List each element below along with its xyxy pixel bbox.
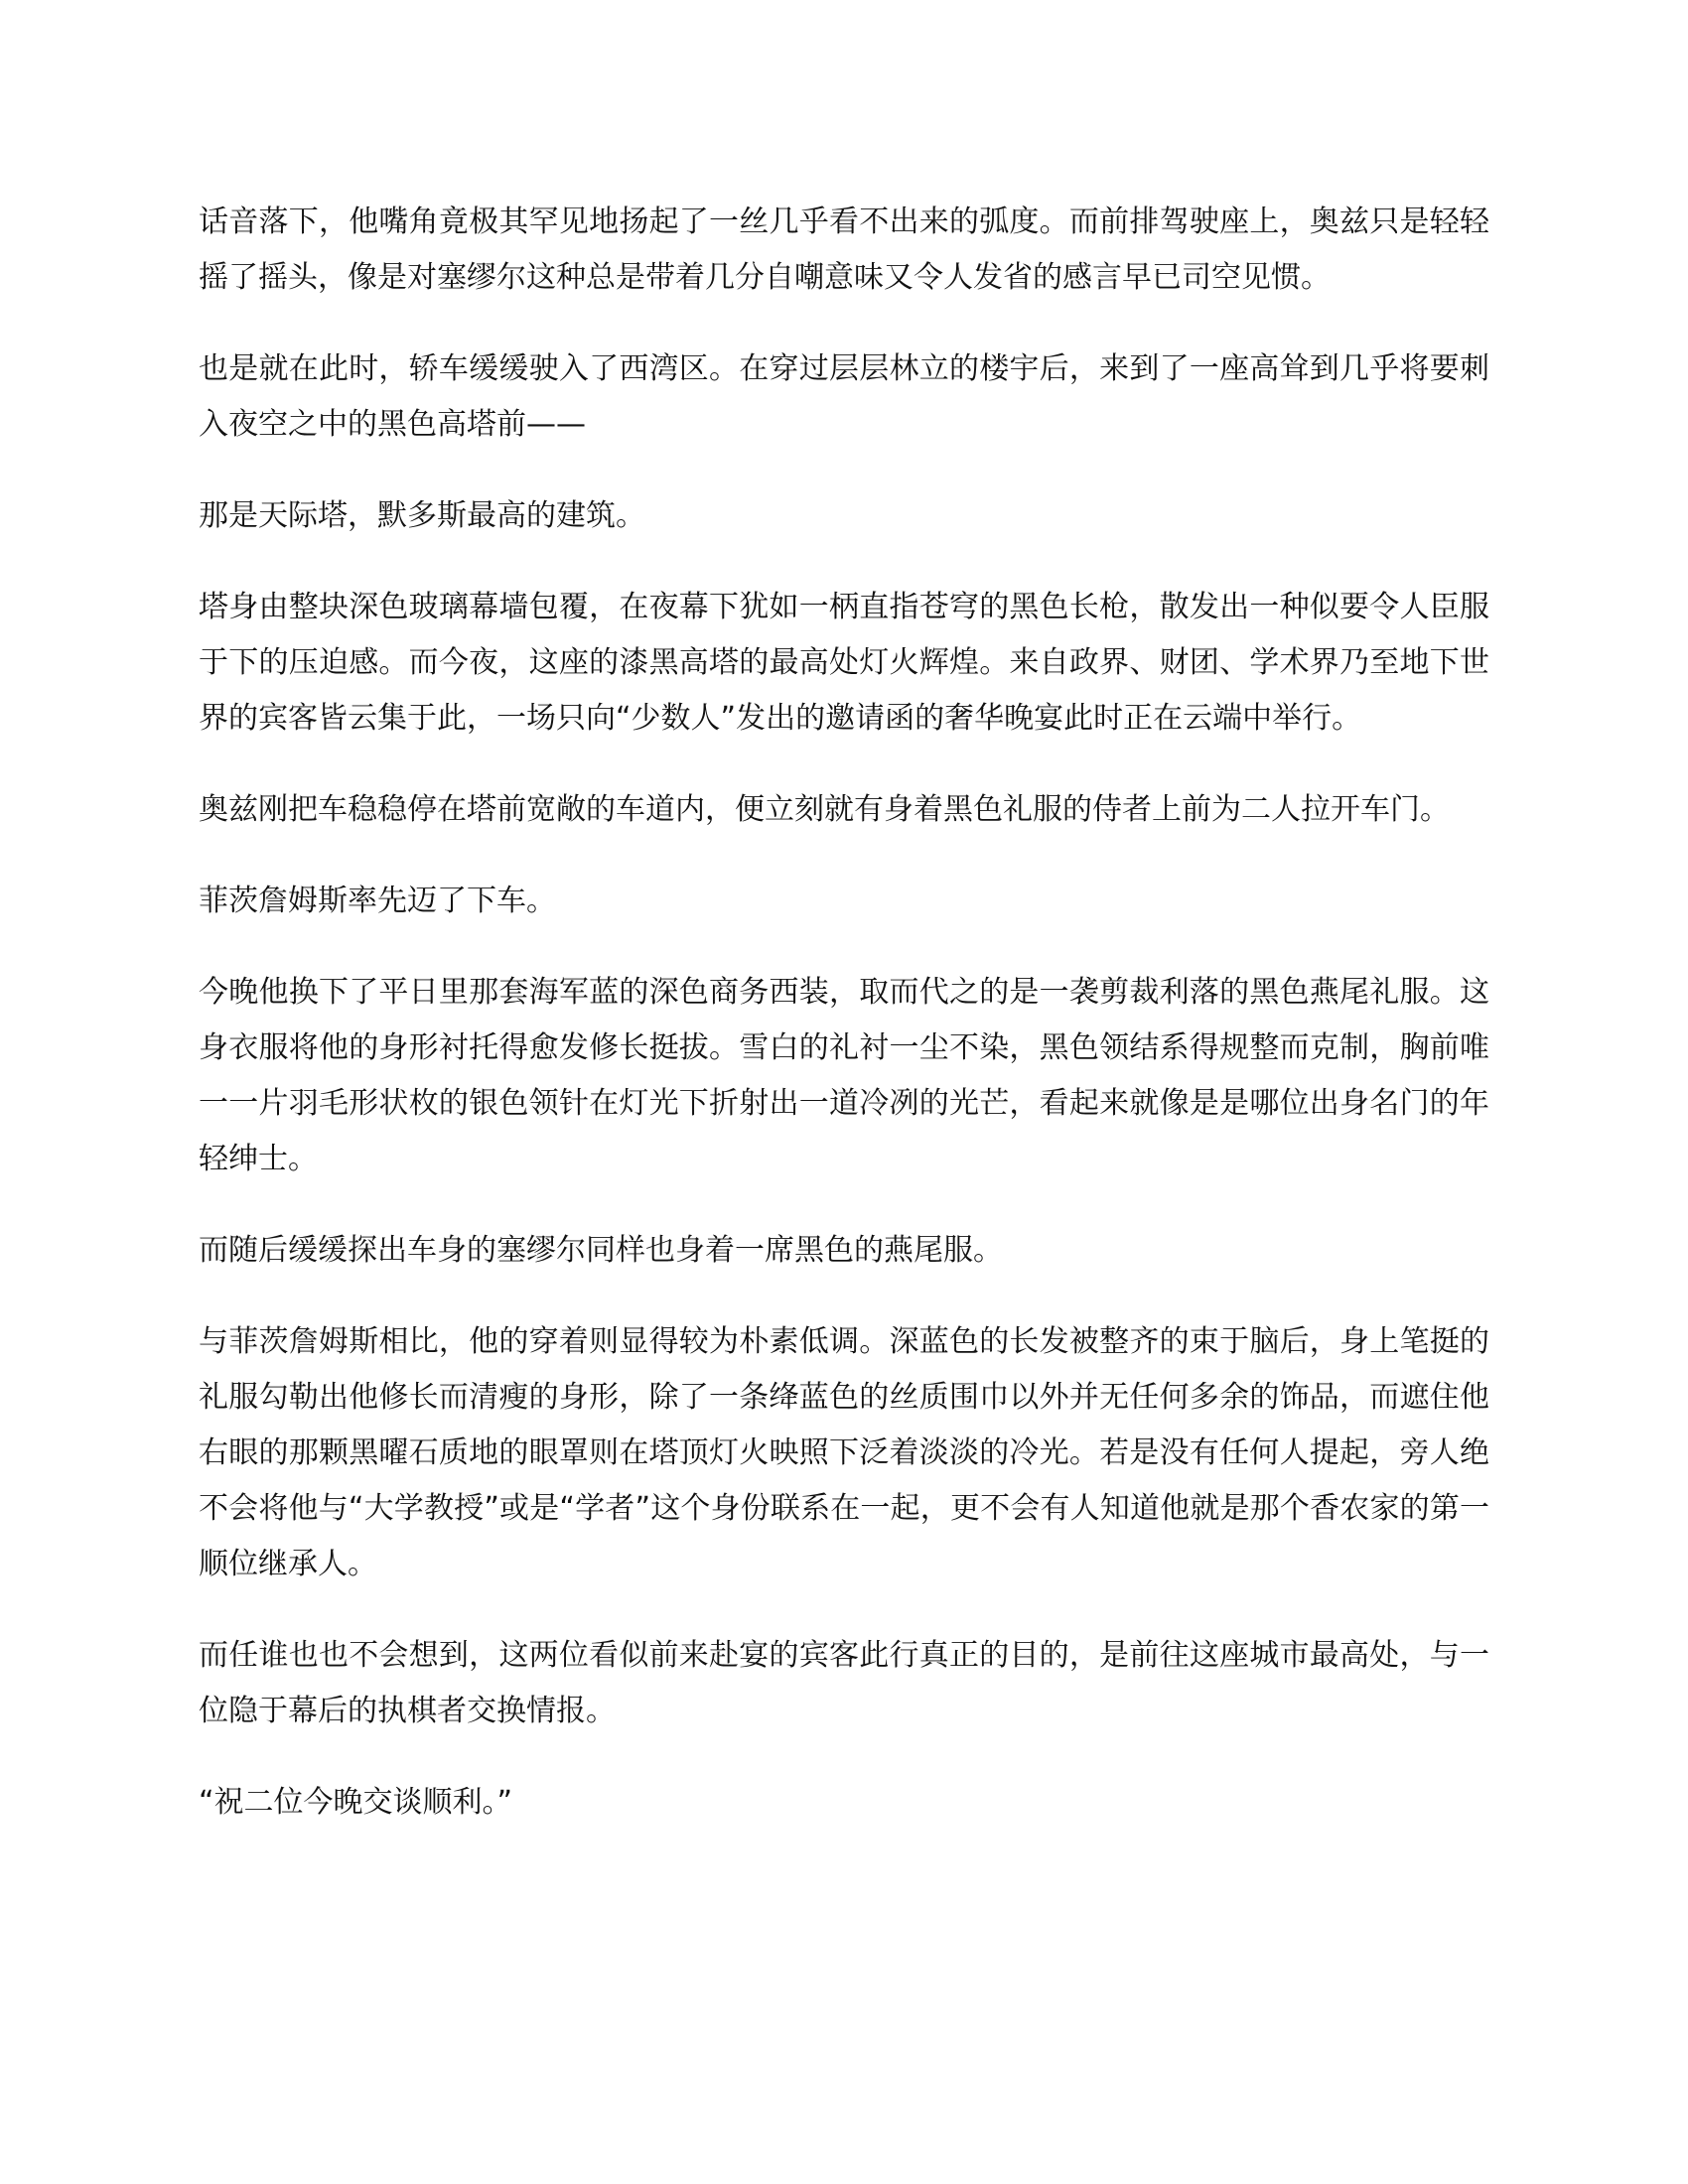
paragraph: “祝二位今晚交谈顺利。” [199, 1785, 513, 1820]
paragraph: 而任谁也也不会想到，这两位看似前来赴宴的宾客此行真正的目的，是前往这座城市最高处，与一位隐于幕后的执棋者交换情报。 [199, 1638, 1489, 1728]
paragraph: 今晚他换下了平日里那套海军蓝的深色商务西装，取而代之的是一袭剪裁利落的黑色燕尾礼服。这身衣服将他的身形衬托得愈发修长挺拔。雪白的礼衬一尘不染，黑色领结系得规整而克制，胸前唯一一片羽毛形状枚的银色领针在灯光下折射出一道冷冽的光芒，看起来就像是是哪位出身名门的年轻绅士。 [199, 975, 1489, 1176]
paragraph: 菲茨詹姆斯率先迈了下车。 [199, 884, 556, 918]
paragraph: 那是天际塔，默多斯最高的建筑。 [199, 498, 645, 533]
paragraph: 奥兹刚把车稳稳停在塔前宽敞的车道内，便立刻就有身着黑色礼服的侍者上前为二人拉开车门。 [199, 792, 1450, 827]
paragraph: 与菲茨詹姆斯相比，他的穿着则显得较为朴素低调。深蓝色的长发被整齐的束于脑后，身上笔挺的礼服勾勒出他修长而清瘦的身形，除了一条绛蓝色的丝质围巾以外并无任何多余的饰品，而遮住他右眼的那颗黑曜石质地的眼罩则在塔顶灯火映照下泛着淡淡的冷光。若是没有任何人提起，旁人绝不会将他与“大学教授”或是“学者”这个身份联系在一起，更不会有人知道他就是那个香农家的第一顺位继承人。 [199, 1324, 1489, 1581]
paragraph: 也是就在此时，轿车缓缓驶入了西湾区。在穿过层层林立的楼宇后，来到了一座高耸到几乎将要刺入夜空之中的黑色高塔前—— [199, 351, 1489, 442]
paragraph: 而随后缓缓探出车身的塞缪尔同样也身着一席黑色的燕尾服。 [199, 1233, 1003, 1268]
paragraph: 话音落下，他嘴角竟极其罕见地扬起了一丝几乎看不出来的弧度。而前排驾驶座上，奥兹只是轻轻摇了摇头，像是对塞缪尔这种总是带着几分自嘲意味又令人发省的感言早已司空见惯。 [199, 205, 1489, 295]
document-body [199, 195, 1489, 1866]
paragraph: 塔身由整块深色玻璃幕墙包覆，在夜幕下犹如一柄直指苍穹的黑色长枪，散发出一种似要令人臣服于下的压迫感。而今夜，这座的漆黑高塔的最高处灯火辉煌。来自政界、财团、学术界乃至地下世界的宾客皆云集于此，一场只向“少数人”发出的邀请函的奢华晚宴此时正在云端中举行。 [199, 590, 1489, 736]
